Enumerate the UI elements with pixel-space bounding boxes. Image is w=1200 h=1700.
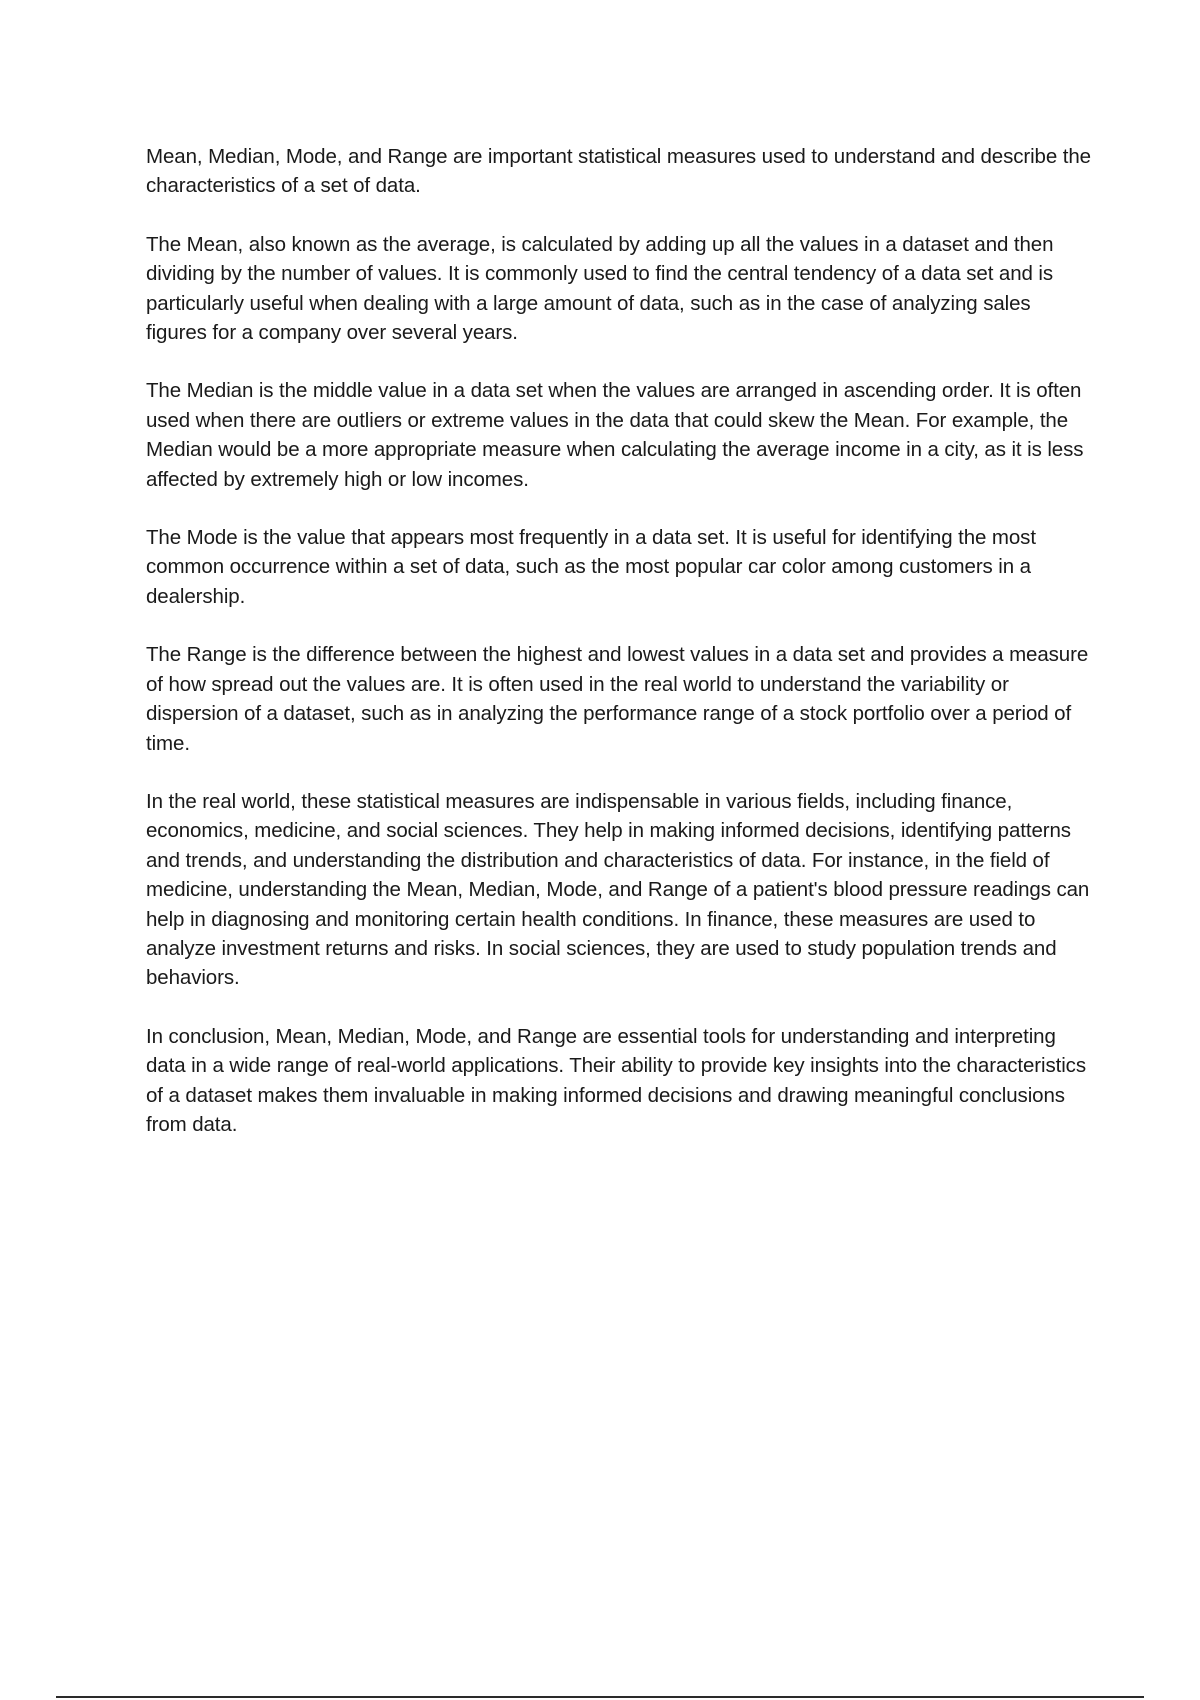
paragraph-conclusion: In conclusion, Mean, Median, Mode, and Range are essential tools for understanding and interpreting data in a wide range of real-world applications. Their ability to provide key insights into the characteristics of a dataset makes them invaluable in making informed decisions and drawing meaningful conclusions from data.: [146, 1024, 1086, 1136]
paragraph-median: The Median is the middle value in a data set when the values are arranged in ascending order. It is often used when there are outliers or extreme values in the data that could skew the Mean. For example, the Median would be a more appropriate measure when calculating the average income in a city, as it is less affected by extremely high or low incomes.: [146, 379, 1084, 491]
footer-divider: [56, 1696, 1144, 1698]
paragraph-intro: Mean, Median, Mode, and Range are important statistical measures used to understand and describe the characteristics of a set of data.: [146, 145, 1091, 198]
paragraph-range: The Range is the difference between the highest and lowest values in a data set and provides a measure of how spread out the values are. It is often used in the real world to understand the variability or dispersion of a dataset, such as in analyzing the performance range of a stock portfolio over a period of time.: [146, 643, 1089, 755]
paragraph-real-world: In the real world, these statistical measures are indispensable in various fields, including finance, economics, medicine, and social sciences. They help in making informed decisions, identifying patterns and trends, and understanding the distribution and characteristics of data. For instance, in the field of medicine, understanding the Mean, Median, Mode, and Range of a patient's blood pressure readings can help in diagnosing and monitoring certain health conditions. In finance, these measures are used to analyze investment returns and risks. In social sciences, they are used to study population trends and behaviors.: [146, 789, 1090, 990]
document-body: [146, 142, 1094, 1168]
paragraph-mode: The Mode is the value that appears most frequently in a data set. It is useful for identifying the most common occurrence within a set of data, such as the most popular car color among customers in a dealership.: [146, 526, 1036, 608]
paragraph-mean: The Mean, also known as the average, is calculated by adding up all the values in a dataset and then dividing by the number of values. It is commonly used to find the central tendency of a data set and is particularly useful when dealing with a large amount of data, such as in the case of analyzing sales figures for a company over several years.: [146, 232, 1054, 345]
